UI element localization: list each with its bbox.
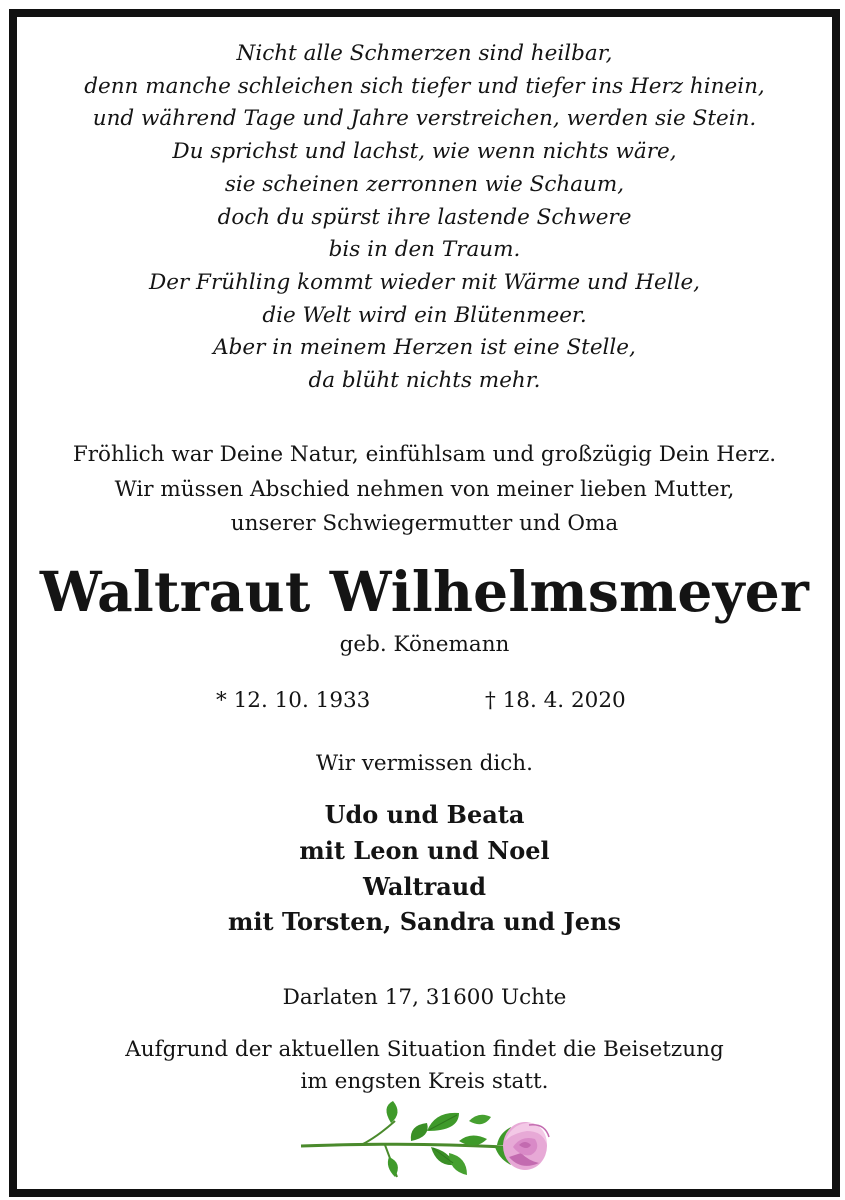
intro-line: Fröhlich war Deine Natur, einfühlsam und großzügig Dein Herz.: [72, 442, 777, 467]
poem-line: Du sprichst und lachst, wie wenn nichts wäre,: [172, 139, 677, 165]
funeral-notice: [17, 1034, 832, 1098]
notice-line: Aufgrund der aktuellen Situation findet die Beisetzung: [125, 1037, 724, 1062]
poem-line: da blüht nichts mehr.: [308, 368, 541, 394]
miss-text: Wir vermissen dich.: [316, 751, 533, 776]
poem-line: doch du spürst ihre lastende Schwere: [217, 204, 632, 230]
family-line: mit Torsten, Sandra und Jens: [227, 907, 622, 937]
death-date: † 18. 4. 2020: [485, 688, 626, 713]
poem-line: Aber in meinem Herzen ist eine Stelle,: [213, 335, 636, 361]
notice-line: im engsten Kreis statt.: [300, 1069, 549, 1094]
family-line: Waltraud: [362, 871, 487, 901]
poem-line: die Welt wird ein Blütenmeer.: [262, 302, 587, 328]
family-line: Udo und Beata: [324, 800, 525, 829]
family-line: mit Leon und Noel: [299, 835, 550, 865]
intro-line: Wir müssen Abschied nehmen von meiner lieben Mutter,: [114, 476, 735, 502]
obituary-content: [17, 17, 832, 1189]
deceased-name: Waltraut Wilhelmsmeyer: [39, 559, 810, 624]
poem: [17, 38, 832, 398]
birth-name: geb. Könemann: [339, 632, 510, 657]
poem-line: sie scheinen zerronnen wie Schaum,: [224, 171, 625, 197]
poem-line: Der Frühling kommt wieder mit Wärme und Helle,: [148, 269, 701, 295]
poem-line: denn manche schleichen sich tiefer und tiefer ins Herz hinein,: [84, 73, 765, 99]
address: Darlaten 17, 31600 Uchte: [282, 985, 567, 1010]
family-signatures: [17, 797, 832, 940]
intro-line: unserer Schwiegermutter und Oma: [230, 511, 619, 536]
obituary-frame: [9, 9, 840, 1197]
poem-line: Nicht alle Schmerzen sind heilbar,: [236, 41, 613, 66]
poem-line: bis in den Traum.: [328, 237, 521, 263]
life-dates: [17, 685, 832, 717]
intro-text: [17, 438, 832, 542]
birth-date: * 12. 10. 1933: [216, 688, 371, 713]
rose-icon: [299, 1101, 551, 1183]
poem-line: und während Tage und Jahre verstreichen, werden sie Stein.: [92, 106, 757, 132]
